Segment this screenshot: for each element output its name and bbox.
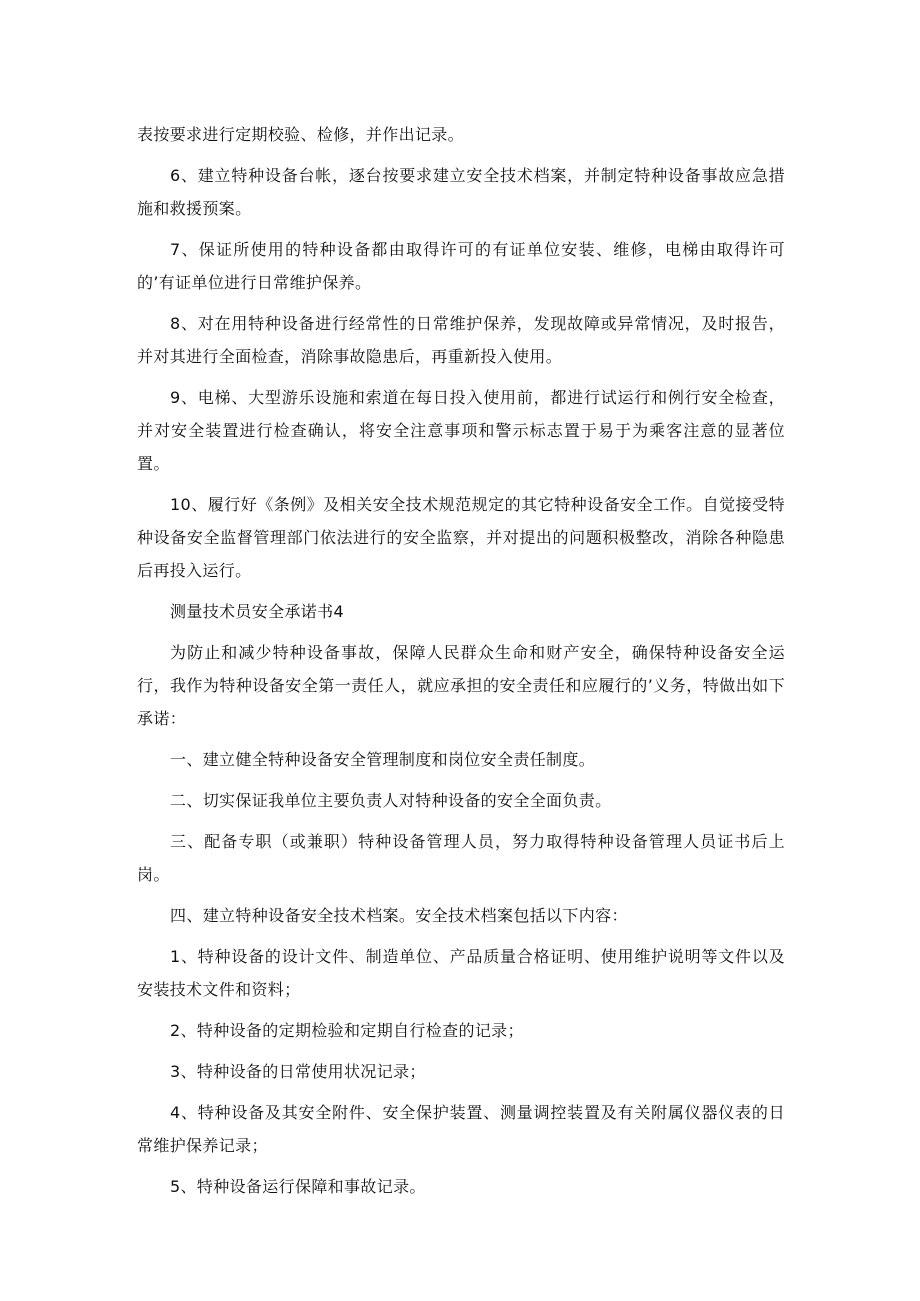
paragraph-archive-3: 3、特种设备的日常使用状况记录；: [170, 1062, 426, 1081]
paragraph-item-7: 7、保证所使用的特种设备都由取得许可的有证单位安装、维修，电梯由取得许可的’有证单位进行日常维护保养。: [137, 240, 785, 292]
paragraph-item-8: 8、对在用特种设备进行经常性的日常维护保养，发现故障或异常情况，及时报告，并对其进行全面检查，消除事故隐患后，再重新投入使用。: [137, 314, 785, 366]
section-heading: 测量技术员安全承诺书4: [170, 602, 345, 621]
paragraph-archive-5: 5、特种设备运行保障和事故记录。: [170, 1177, 426, 1196]
document-body: [137, 118, 785, 1211]
paragraph-intro: 为防止和减少特种设备事故，保障人民群众生命和财产安全，确保特种设备安全运行，我作为特种设备安全第一责任人，就应承担的安全责任和应履行的’义务，特做出如下承诺：: [137, 643, 785, 728]
paragraph-commitment-3: 三、配备专职（或兼职）特种设备管理人员，努力取得特种设备管理人员证书后上岗。: [137, 832, 785, 884]
paragraph-commitment-1: 一、建立健全特种设备安全管理制度和岗位安全责任制度。: [170, 750, 596, 769]
paragraph-archive-1: 1、特种设备的设计文件、制造单位、产品质量合格证明、使用维护说明等文件以及安装技术文件和资料；: [137, 947, 785, 999]
paragraph-commitment-4: 四、建立特种设备安全技术档案。安全技术档案包括以下内容：: [170, 906, 628, 925]
paragraph-item-10: 10、履行好《条例》及相关安全技术规范规定的其它特种设备安全工作。自觉接受特种设备安全监督管理部门依法进行的安全监察，并对提出的问题积极整改，消除各种隐患后再投入运行。: [137, 495, 785, 580]
paragraph-archive-2: 2、特种设备的定期检验和定期自行检查的记录；: [170, 1021, 524, 1040]
paragraph-item-6: 6、建立特种设备台帐，逐台按要求建立安全技术档案，并制定特种设备事故应急措施和救援预案。: [137, 166, 785, 218]
paragraph-continuation: 表按要求进行定期校验、检修，并作出记录。: [137, 125, 465, 144]
paragraph-commitment-2: 二、切实保证我单位主要负责人对特种设备的安全全面负责。: [170, 791, 612, 810]
paragraph-archive-4: 4、特种设备及其安全附件、安全保护装置、测量调控装置及有关附属仪器仪表的日常维护保养记录；: [137, 1103, 785, 1155]
paragraph-item-9: 9、电梯、大型游乐设施和索道在每日投入使用前，都进行试运行和例行安全检查，并对安全装置进行检查确认，将安全注意事项和警示标志置于易于为乘客注意的显著位置。: [137, 388, 785, 473]
